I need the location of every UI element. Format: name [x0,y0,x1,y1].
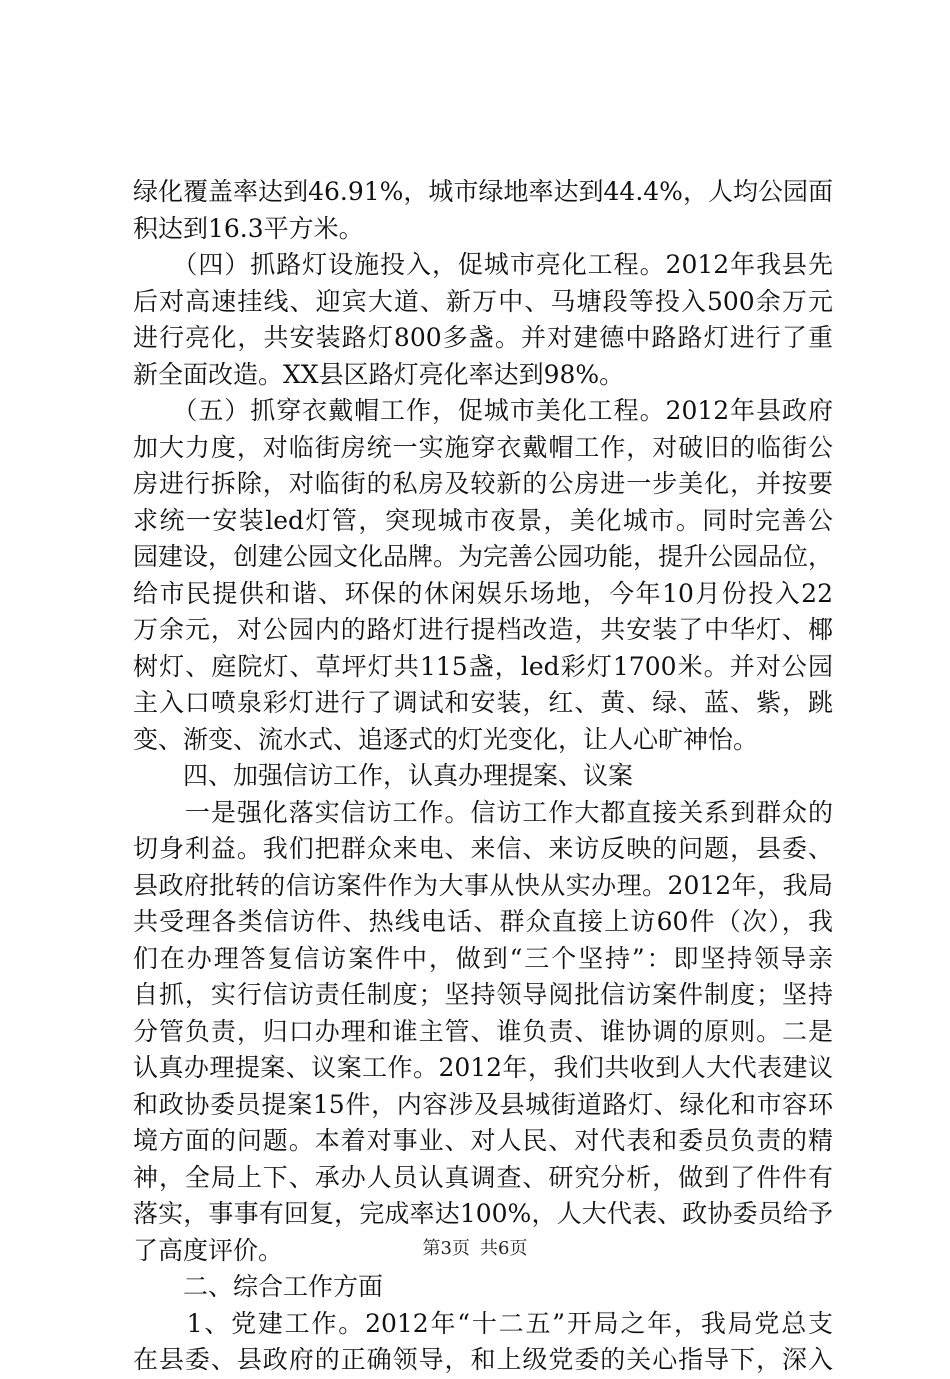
text-line: 积达到16.3平方米。 [133,213,364,243]
text-line: 们在办理答复信访案件中，做到“三个坚持”：即坚持领导亲 [133,943,833,973]
text-line: 树灯、庭院灯、草坪灯共115盏，led彩灯1700米。并对公园 [133,651,833,681]
text-line: 给市民提供和谐、环保的休闲娱乐场地，今年10月份投入22 [133,578,833,608]
text-line: 了高度评价。 [133,1235,284,1265]
text-line: 1、党建工作。2012年“十二五”开局之年，我局党总支 [133,1308,833,1338]
page-footer [0,1234,950,1260]
text-line: 分管负责，归口办理和谁主管、谁负责、谁协调的原则。二是 [133,1016,833,1046]
text-line: 共受理各类信访件、热线电话、群众直接上访60件（次），我 [133,907,833,936]
text-line: 求统一安装led灯管，突现城市夜景，美化城市。同时完善公 [133,505,833,535]
text-line: 一是强化落实信访工作。信访工作大都直接关系到群众的 [133,797,833,827]
text-line: 进行亮化，共安装路灯800多盏。并对建德中路路灯进行了重 [133,323,833,352]
text-line: 绿化覆盖率达到46.91%，城市绿地率达到44.4%，人均公园面 [133,177,833,206]
text-line: 万余元，对公园内的路灯进行提档改造，共安装了中华灯、椰 [133,615,833,644]
text-line: 神，全局上下、承办人员认真调查、研究分析，做到了件件有 [133,1162,833,1192]
text-line: 落实，事事有回复，完成率达100%，人大代表、政协委员给予 [133,1199,833,1228]
text-line: 认真办理提案、议案工作。2012年，我们共收到人大代表建议 [133,1053,833,1082]
text-line: 后对高速挂线、迎宾大道、新万中、马塘段等投入500余万元 [133,286,833,316]
text-line: 二、综合工作方面 [133,1272,384,1301]
text-line: 房进行拆除，对临街的私房及较新的公房进一步美化，并按要 [133,469,833,498]
text-line: （四）抓路灯设施投入，促城市亮化工程。2012年我县先 [133,250,833,279]
text-line: 主入口喷泉彩灯进行了调试和安装，红、黄、绿、蓝、紫，跳 [133,688,833,717]
text-line: 境方面的问题。本着对事业、对人民、对代表和委员负责的精 [133,1126,833,1155]
text-line: 切身利益。我们把群众来电、来信、来访反映的问题，县委、 [133,834,833,863]
page-total: 共6页 [480,1238,528,1259]
text-line: 新全面改造。XX县区路灯亮化率达到98%。 [133,359,625,389]
text-line: 自抓，实行信访责任制度；坚持领导阅批信访案件制度；坚持 [133,980,833,1009]
text-line: 在县委、县政府的正确领导，和上级党委的关心指导下，深入 [133,1345,833,1374]
text-line: 四、加强信访工作，认真办理提案、议案 [133,761,634,790]
text-line: 县政府批转的信访案件作为大事从快从实办理。2012年，我局 [133,870,833,900]
text-line: 变、渐变、流水式、追逐式的灯光变化，让人心旷神怡。 [133,724,759,754]
text-line: 加大力度，对临街房统一实施穿衣戴帽工作，对破旧的临街公 [133,432,833,462]
page-number: 第3页 [422,1238,470,1259]
text-line: 园建设，创建公园文化品牌。为完善公园功能，提升公园品位， [133,542,833,571]
document-body [133,174,833,1379]
text-line: 和政协委员提案15件，内容涉及县城街道路灯、绿化和市容环 [133,1089,833,1119]
text-line: （五）抓穿衣戴帽工作，促城市美化工程。2012年县政府 [133,396,833,425]
